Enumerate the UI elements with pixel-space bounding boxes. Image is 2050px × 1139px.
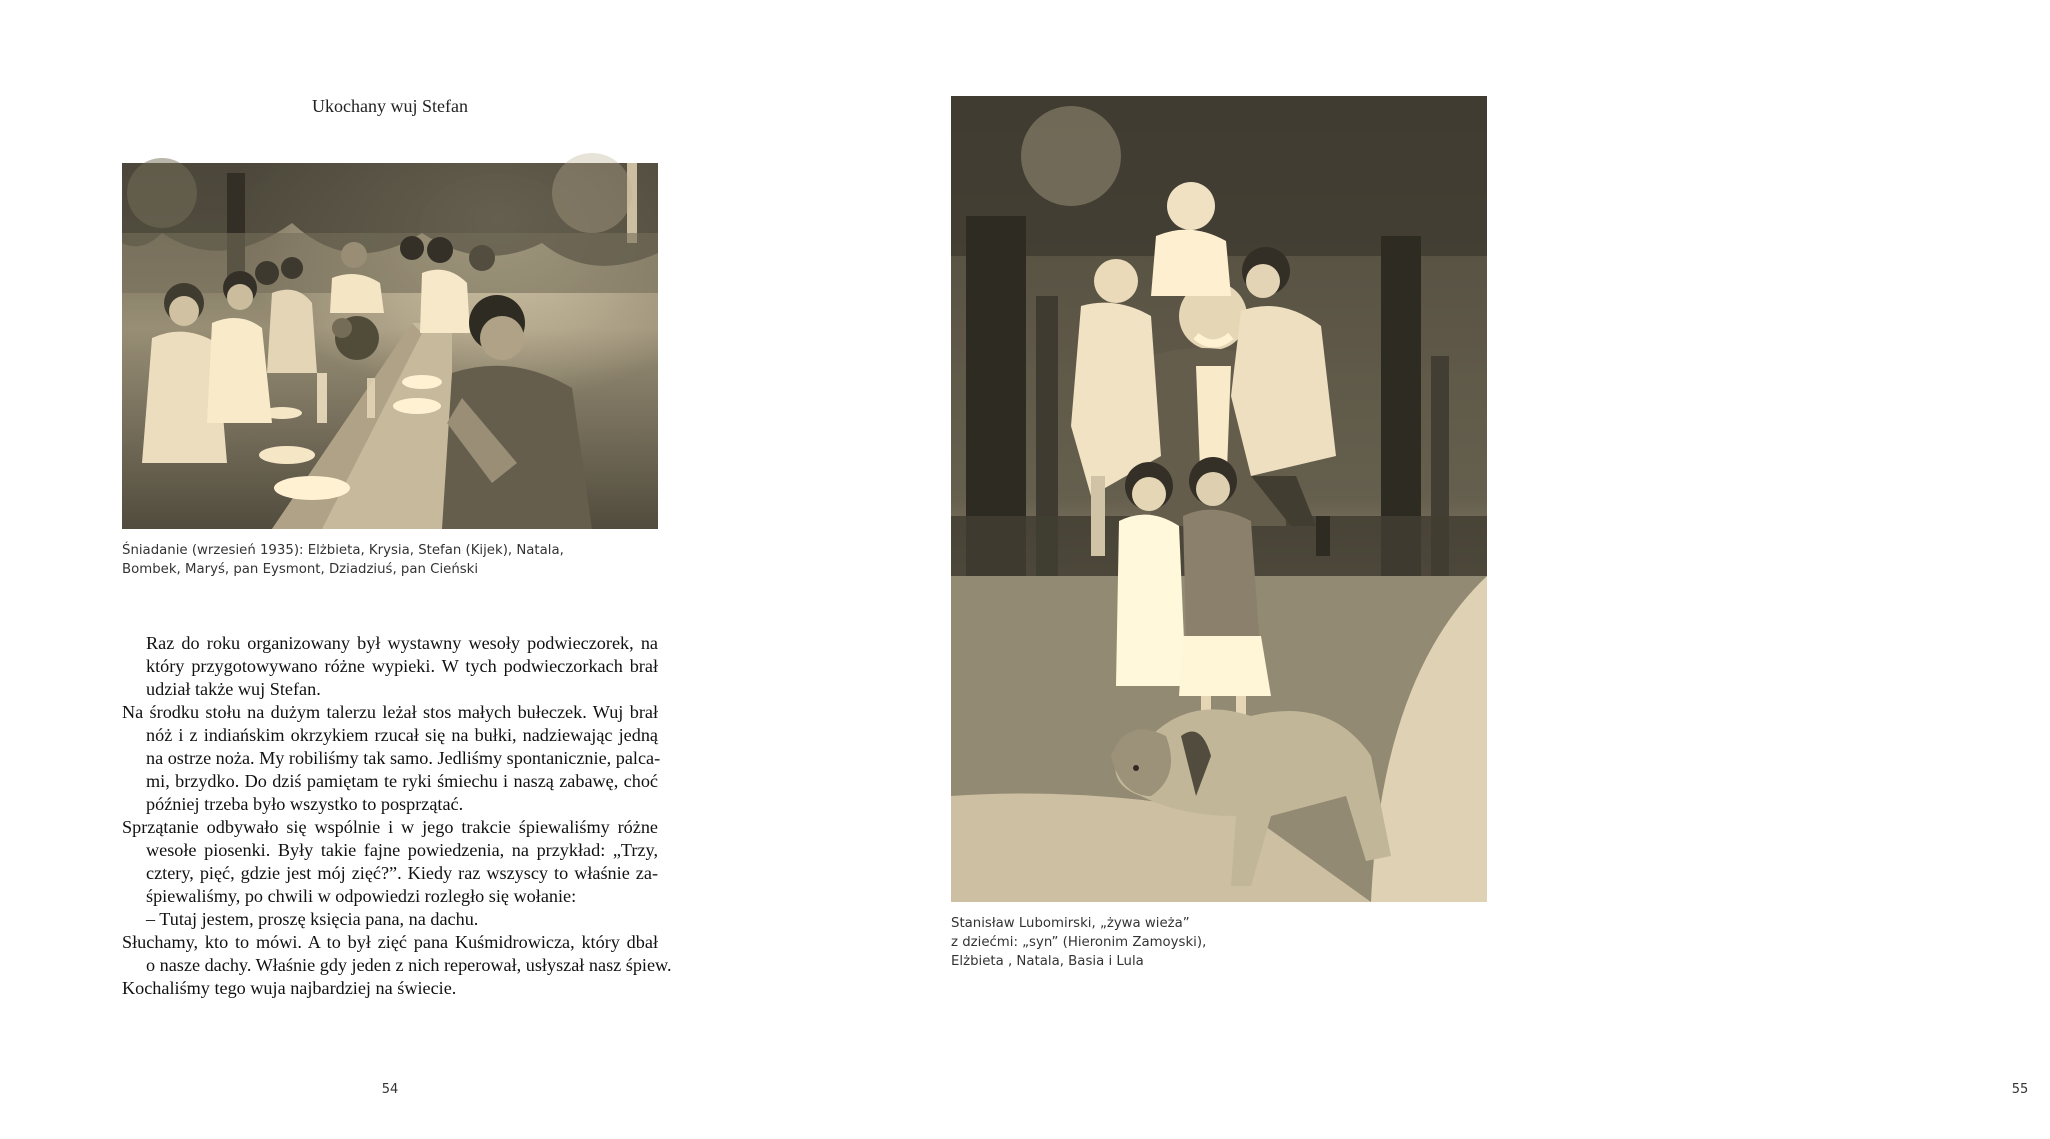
breakfast-photo-caption: [122, 541, 662, 579]
text-line: cztery, pięć, gdzie jest mój zięć?”. Kiedy raz wszyscy to właśnie za-: [146, 863, 658, 883]
text-line: Kochaliśmy tego wuja najbardziej na świecie.: [122, 978, 457, 998]
caption-line: Stanisław Lubomirski, „żywa wieża”: [951, 916, 1190, 931]
running-head: Ukochany wuj Stefan: [312, 96, 468, 116]
paragraph: [122, 816, 658, 931]
text-line: później trzeba było wszystko to posprzątać.: [146, 794, 464, 814]
body-text: [122, 632, 672, 1000]
text-line: na ostrze noża. My robiliśmy tak samo. Jedliśmy spontanicznie, palca-: [146, 748, 661, 768]
paragraph: [122, 977, 658, 1000]
text-line: mi, brzydko. Do dziś pamiętam te ryki śmiechu i naszą zabawę, choć: [146, 771, 658, 791]
text-line: Na środku stołu na dużym talerzu leżał stos małych bułeczek. Wuj brał: [122, 702, 658, 722]
paragraph: [122, 632, 658, 701]
page-number: 54: [381, 1082, 399, 1097]
text-line: Sprzątanie odbywało się wspólnie i w jego trakcie śpiewaliśmy różne: [122, 817, 658, 837]
paragraph: [122, 931, 672, 977]
text-line: udział także wuj Stefan.: [146, 679, 321, 699]
text-line: – Tutaj jestem, proszę księcia pana, na dachu.: [146, 909, 479, 929]
text-line: śpiewaliśmy, po chwili w odpowiedzi rozległo się wołanie:: [146, 886, 577, 906]
text-line: nóż i z indiańskim okrzykiem rzucał się na bułki, nadziewając jedną: [146, 725, 658, 745]
living-tower-photo: [951, 96, 1487, 902]
paragraph: [122, 701, 661, 816]
caption-line: Bombek, Maryś, pan Eysmont, Dziadziuś, pan Cieński: [122, 562, 479, 577]
text-line: Słuchamy, kto to mówi. A to był zięć pana Kuśmidrowicza, który dbał: [122, 932, 658, 952]
living-tower-photo-caption: [951, 914, 1251, 971]
text-line: który przygotowywano różne wypieki. W tych podwieczorkach brał: [146, 656, 658, 676]
text-line: Raz do roku organizowany był wystawny wesoły podwieczorek, na: [146, 633, 658, 653]
caption-line: Śniadanie (wrzesień 1935): Elżbieta, Krysia, Stefan (Kijek), Natala,: [122, 543, 564, 558]
living-tower-photo-image: [951, 96, 1487, 902]
caption-line: z dziećmi: „syn” (Hieronim Zamoyski),: [951, 935, 1207, 950]
text-line: o nasze dachy. Właśnie gdy jeden z nich reperował, usłyszał nasz śpiew.: [146, 955, 672, 975]
page-number: 55: [2011, 1082, 2029, 1097]
caption-line: Elżbieta , Natala, Basia i Lula: [951, 954, 1144, 969]
breakfast-photo-image: [122, 163, 658, 529]
left-page: [0, 0, 800, 1139]
right-page: [800, 0, 2029, 1139]
breakfast-photo: [122, 163, 658, 529]
text-line: wesołe piosenki. Były takie fajne powiedzenia, na przykład: „Trzy,: [146, 840, 658, 860]
